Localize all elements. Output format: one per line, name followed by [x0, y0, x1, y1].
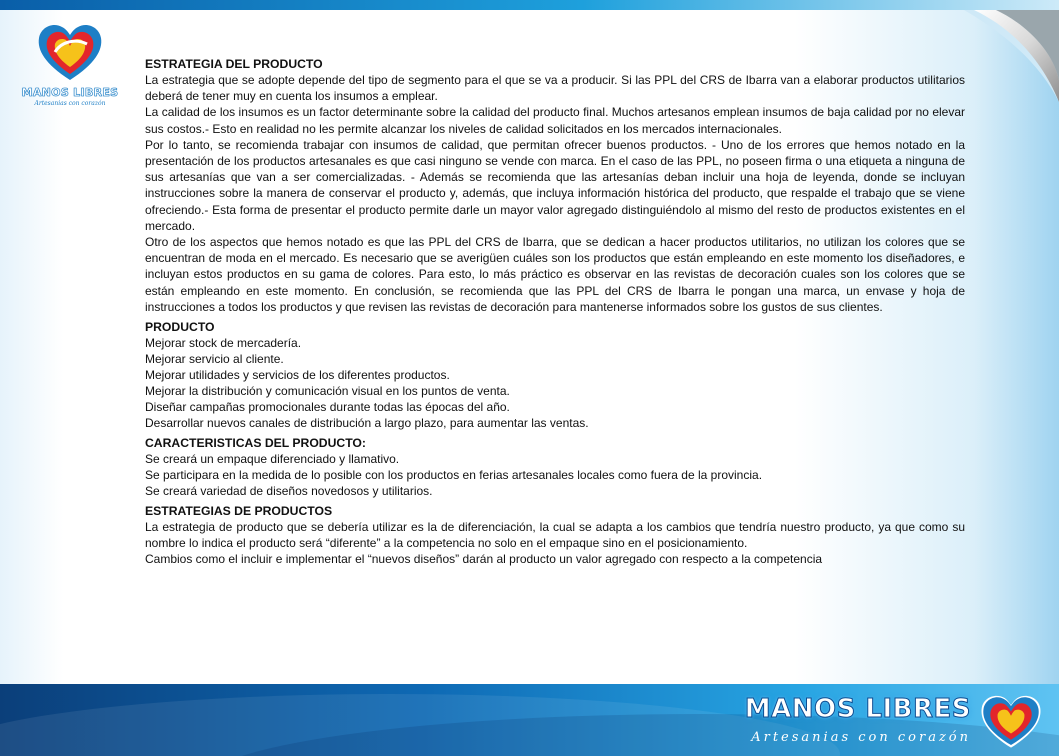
- paragraph: Por lo tanto, se recomienda trabajar con insumos de calidad, que permitan ofrecer buenos productos. - Uno de los errores que hemos notado en la presentación de los productos artesanales es que casi ninguno se vende con marca. En el caso de las PPL, no poseen firma o una etiqueta a ninguna de sus artesanías que van a ser comercializadas. - Además se recomienda que las artesanías deban incluir una hoja de leyenda, donde se incluyan instrucciones sobre la manera de conservar el producto y, además, que incluya información histórica del producto, que respalde el trabajo que se viene ofreciendo.- Esta forma de presentar el producto permite darle un mayor valor agregado distinguiéndolo al mismo del resto de productos existentes en el mercado.: [145, 137, 965, 233]
- section-heading: CARACTERISTICAS DEL PRODUCTO:: [145, 436, 366, 451]
- section-heading: ESTRATEGIA DEL PRODUCTO: [145, 57, 323, 71]
- section-heading: ESTRATEGIAS DE PRODUCTOS: [145, 504, 333, 519]
- section-caracteristicas: [145, 435, 965, 499]
- bottom-logo: [735, 694, 1051, 752]
- list-item: Se creará un empaque diferenciado y llamativo.: [145, 452, 400, 467]
- brand-name: MANOS LIBRES: [21, 86, 119, 99]
- brand-name: MANOS LIBRES: [744, 694, 971, 724]
- list-item: Mejorar la distribución y comunicación visual en los puntos de venta.: [145, 384, 510, 399]
- heart-logo-icon: [35, 22, 105, 84]
- paragraph: La estrategia que se adopte depende del tipo de segmento para el que se va a producir. Si las PPL del CRS de Ibarra van a elaborar productos utilitarios deberá de tener muy en cuenta los insumos a emplear.: [145, 73, 965, 104]
- paragraph: Otro de los aspectos que hemos notado es que las PPL del CRS de Ibarra, que se dedican a hacer productos utilitarios, no utilizan los colores que se encuentran de moda en el mercado. Es necesario que se averigüen cuáles son los productos que están empleando en este momento los diseñadores, e incluyan estos productos en su gama de colores. Para esto, lo más práctico es observar en las revistas de decoración cuales son los colores que se están empleando en este momento. En conclusión, se recomienda que las PPL del CRS de Ibarra le pongan una marca, un envase y hoja de instrucciones a todos los productos y que revisen las revistas de decoración para mantenerse informados sobre los gustos de sus clientes.: [145, 235, 965, 314]
- list-item: Se participara en la medida de lo posible con los productos en ferias artesanales locales como fuera de la provincia.: [145, 468, 763, 483]
- section-estrategias: [145, 503, 965, 568]
- top-logo: [20, 22, 120, 107]
- top-color-band: [0, 0, 1059, 10]
- document-body: [145, 56, 965, 568]
- heart-logo-icon: [980, 694, 1042, 750]
- list-item: Desarrollar nuevos canales de distribución a largo plazo, para aumentar las ventas.: [145, 416, 589, 431]
- list-item: Mejorar stock de mercadería.: [145, 336, 302, 351]
- section-heading: PRODUCTO: [145, 320, 215, 335]
- list-item: Mejorar utilidades y servicios de los diferentes productos.: [145, 368, 450, 383]
- paragraph: La estrategia de producto que se debería utilizar es la de diferenciación, la cual se adapta a los cambios que tendría nuestro producto, ya que como su nombre lo indica el producto será “diferente” a la competencia no solo en el empaque sino en el posicionamiento.: [145, 520, 965, 551]
- brand-tagline: Artesanias con corazón: [751, 730, 971, 745]
- paragraph: La calidad de los insumos es un factor determinante sobre la calidad del producto final. Muchos artesanos emplean insumos de baja calidad por no elevar sus costos.- Esto en realidad no les permite alcanzar los niveles de calidad solicitados en los mercados internacionales.: [145, 105, 965, 136]
- section-producto: [145, 319, 965, 431]
- list-item: Diseñar campañas promocionales durante todas las épocas del año.: [145, 400, 510, 415]
- list-item: Mejorar servicio al cliente.: [145, 352, 284, 367]
- list-item: Se creará variedad de diseños novedosos y utilitarios.: [145, 484, 433, 499]
- paragraph: Cambios como el incluir e implementar el “nuevos diseños” darán al producto un valor agregado con respecto a la competencia: [145, 552, 823, 567]
- page-curl-decoration: [964, 10, 1059, 102]
- brand-tagline: Artesanias con corazón: [34, 100, 106, 107]
